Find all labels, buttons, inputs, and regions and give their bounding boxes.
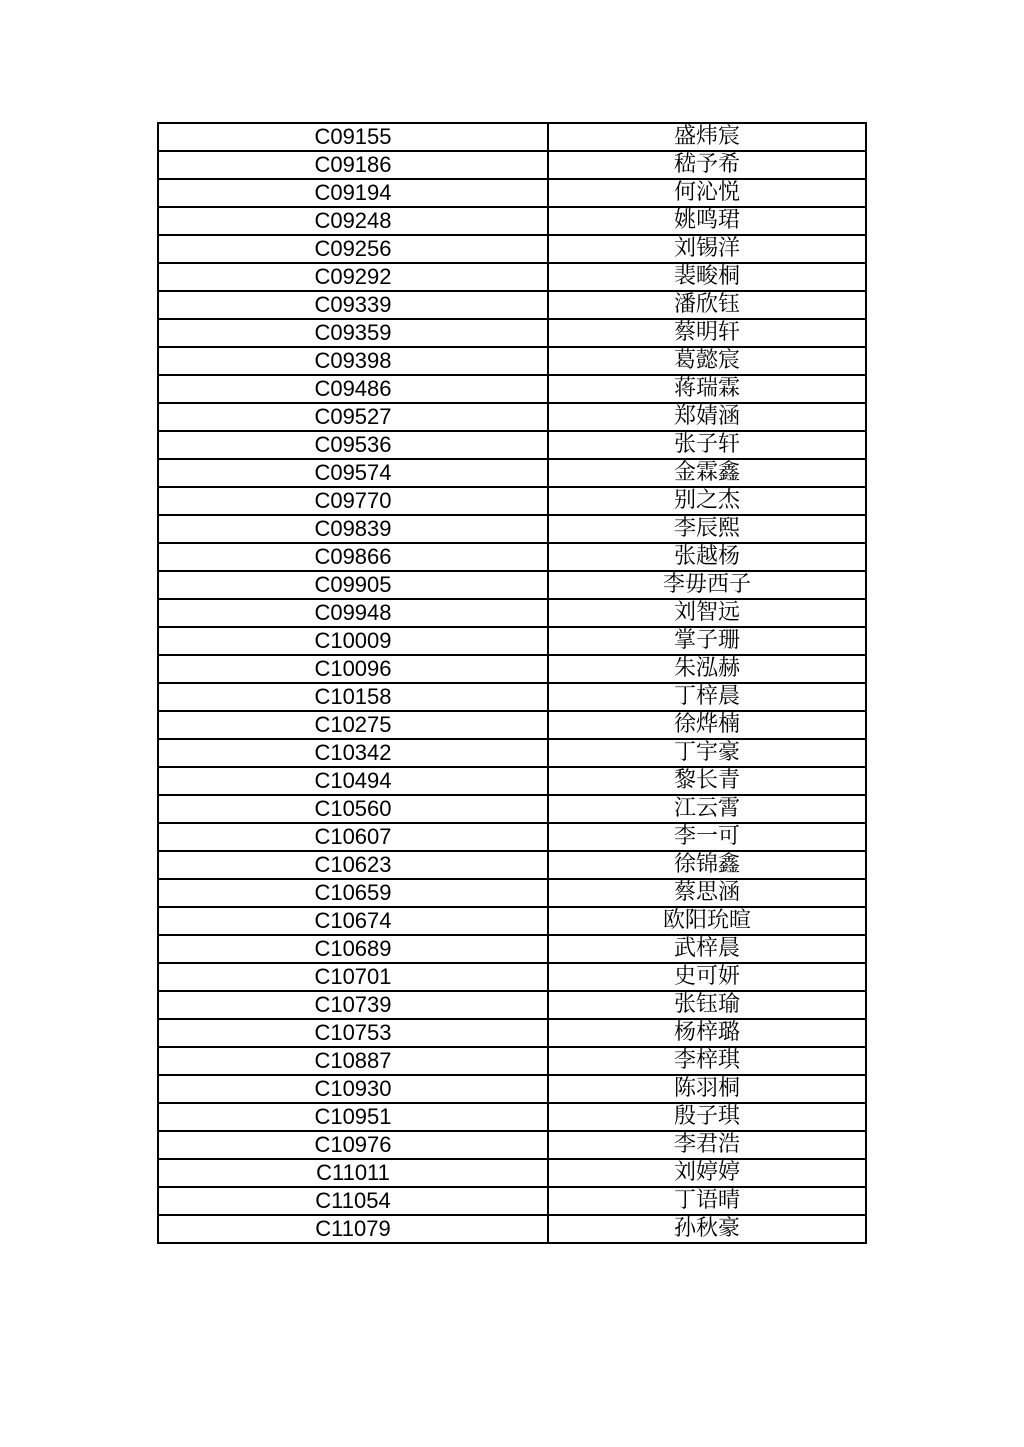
id-cell: C10976 bbox=[158, 1131, 548, 1159]
table-row bbox=[158, 263, 866, 291]
id-cell: C10739 bbox=[158, 991, 548, 1019]
name-cell: 蒋瑞霖 bbox=[548, 375, 866, 403]
name-cell: 刘智远 bbox=[548, 599, 866, 627]
name-cell: 丁梓晨 bbox=[548, 683, 866, 711]
id-cell: C11054 bbox=[158, 1187, 548, 1215]
id-cell: C09839 bbox=[158, 515, 548, 543]
table-row bbox=[158, 487, 866, 515]
id-cell: C09527 bbox=[158, 403, 548, 431]
name-cell: 黎长青 bbox=[548, 767, 866, 795]
name-cell: 张越杨 bbox=[548, 543, 866, 571]
id-cell: C09256 bbox=[158, 235, 548, 263]
name-cell: 朱泓赫 bbox=[548, 655, 866, 683]
id-cell: C09194 bbox=[158, 179, 548, 207]
table-row bbox=[158, 1047, 866, 1075]
id-cell: C09770 bbox=[158, 487, 548, 515]
id-cell: C10753 bbox=[158, 1019, 548, 1047]
name-cell: 潘欣钰 bbox=[548, 291, 866, 319]
table-row bbox=[158, 907, 866, 935]
id-cell: C10659 bbox=[158, 879, 548, 907]
name-cell: 何沁悦 bbox=[548, 179, 866, 207]
name-cell: 葛懿宸 bbox=[548, 347, 866, 375]
name-cell: 徐锦鑫 bbox=[548, 851, 866, 879]
name-cell: 李毋西子 bbox=[548, 571, 866, 599]
table-row bbox=[158, 1159, 866, 1187]
table-row bbox=[158, 179, 866, 207]
table-row bbox=[158, 795, 866, 823]
name-cell: 史可妍 bbox=[548, 963, 866, 991]
id-cell: C09292 bbox=[158, 263, 548, 291]
id-cell: C10887 bbox=[158, 1047, 548, 1075]
name-cell: 江云霄 bbox=[548, 795, 866, 823]
id-cell: C09155 bbox=[158, 123, 548, 151]
name-cell: 陈羽桐 bbox=[548, 1075, 866, 1103]
name-cell: 李辰熙 bbox=[548, 515, 866, 543]
id-cell: C09948 bbox=[158, 599, 548, 627]
id-cell: C10930 bbox=[158, 1075, 548, 1103]
table-row bbox=[158, 1187, 866, 1215]
table-row bbox=[158, 123, 866, 151]
id-cell: C09359 bbox=[158, 319, 548, 347]
table-row bbox=[158, 1131, 866, 1159]
name-cell: 殷子琪 bbox=[548, 1103, 866, 1131]
table-row bbox=[158, 459, 866, 487]
name-cell: 郑婧涵 bbox=[548, 403, 866, 431]
id-cell: C11011 bbox=[158, 1159, 548, 1187]
table-row bbox=[158, 543, 866, 571]
name-cell: 丁语晴 bbox=[548, 1187, 866, 1215]
name-cell: 盛炜宸 bbox=[548, 123, 866, 151]
name-cell: 杨梓璐 bbox=[548, 1019, 866, 1047]
table-row bbox=[158, 655, 866, 683]
table-row bbox=[158, 375, 866, 403]
id-cell: C10275 bbox=[158, 711, 548, 739]
table-row bbox=[158, 1103, 866, 1131]
id-cell: C09398 bbox=[158, 347, 548, 375]
table-row bbox=[158, 515, 866, 543]
roster-table bbox=[157, 122, 867, 1244]
name-cell: 李一可 bbox=[548, 823, 866, 851]
name-cell: 嵇予希 bbox=[548, 151, 866, 179]
table-row bbox=[158, 1075, 866, 1103]
table-row bbox=[158, 963, 866, 991]
id-cell: C10951 bbox=[158, 1103, 548, 1131]
table-row bbox=[158, 1215, 866, 1243]
id-cell: C09536 bbox=[158, 431, 548, 459]
id-cell: C10623 bbox=[158, 851, 548, 879]
table-row bbox=[158, 207, 866, 235]
name-cell: 孙秋豪 bbox=[548, 1215, 866, 1243]
name-cell: 张钰瑜 bbox=[548, 991, 866, 1019]
table-row bbox=[158, 823, 866, 851]
name-cell: 姚鸣珺 bbox=[548, 207, 866, 235]
id-cell: C10674 bbox=[158, 907, 548, 935]
id-cell: C10701 bbox=[158, 963, 548, 991]
id-cell: C09905 bbox=[158, 571, 548, 599]
name-cell: 张子轩 bbox=[548, 431, 866, 459]
table-row bbox=[158, 935, 866, 963]
name-cell: 蔡明轩 bbox=[548, 319, 866, 347]
roster-table-body bbox=[158, 123, 866, 1243]
table-row bbox=[158, 767, 866, 795]
id-cell: C10009 bbox=[158, 627, 548, 655]
id-cell: C10607 bbox=[158, 823, 548, 851]
id-cell: C09574 bbox=[158, 459, 548, 487]
table-row bbox=[158, 683, 866, 711]
id-cell: C09186 bbox=[158, 151, 548, 179]
table-row bbox=[158, 151, 866, 179]
table-row bbox=[158, 599, 866, 627]
name-cell: 蔡思涵 bbox=[548, 879, 866, 907]
name-cell: 刘锡洋 bbox=[548, 235, 866, 263]
name-cell: 刘婷婷 bbox=[548, 1159, 866, 1187]
name-cell: 李君浩 bbox=[548, 1131, 866, 1159]
table-row bbox=[158, 319, 866, 347]
name-cell: 徐烨楠 bbox=[548, 711, 866, 739]
table-row bbox=[158, 431, 866, 459]
table-row bbox=[158, 403, 866, 431]
table-row bbox=[158, 851, 866, 879]
id-cell: C10158 bbox=[158, 683, 548, 711]
id-cell: C09486 bbox=[158, 375, 548, 403]
name-cell: 丁宇豪 bbox=[548, 739, 866, 767]
name-cell: 别之杰 bbox=[548, 487, 866, 515]
table-row bbox=[158, 571, 866, 599]
table-row bbox=[158, 879, 866, 907]
table-row bbox=[158, 711, 866, 739]
name-cell: 李梓琪 bbox=[548, 1047, 866, 1075]
id-cell: C09339 bbox=[158, 291, 548, 319]
id-cell: C11079 bbox=[158, 1215, 548, 1243]
table-row bbox=[158, 739, 866, 767]
id-cell: C10342 bbox=[158, 739, 548, 767]
id-cell: C09866 bbox=[158, 543, 548, 571]
table-row bbox=[158, 347, 866, 375]
table-row bbox=[158, 235, 866, 263]
table-row bbox=[158, 291, 866, 319]
table-row bbox=[158, 991, 866, 1019]
name-cell: 武梓晨 bbox=[548, 935, 866, 963]
id-cell: C10494 bbox=[158, 767, 548, 795]
table-row bbox=[158, 1019, 866, 1047]
table-row bbox=[158, 627, 866, 655]
id-cell: C10689 bbox=[158, 935, 548, 963]
id-cell: C09248 bbox=[158, 207, 548, 235]
id-cell: C10560 bbox=[158, 795, 548, 823]
id-cell: C10096 bbox=[158, 655, 548, 683]
name-cell: 金霖鑫 bbox=[548, 459, 866, 487]
name-cell: 掌子珊 bbox=[548, 627, 866, 655]
name-cell: 裴畯桐 bbox=[548, 263, 866, 291]
name-cell: 欧阳玧暄 bbox=[548, 907, 866, 935]
